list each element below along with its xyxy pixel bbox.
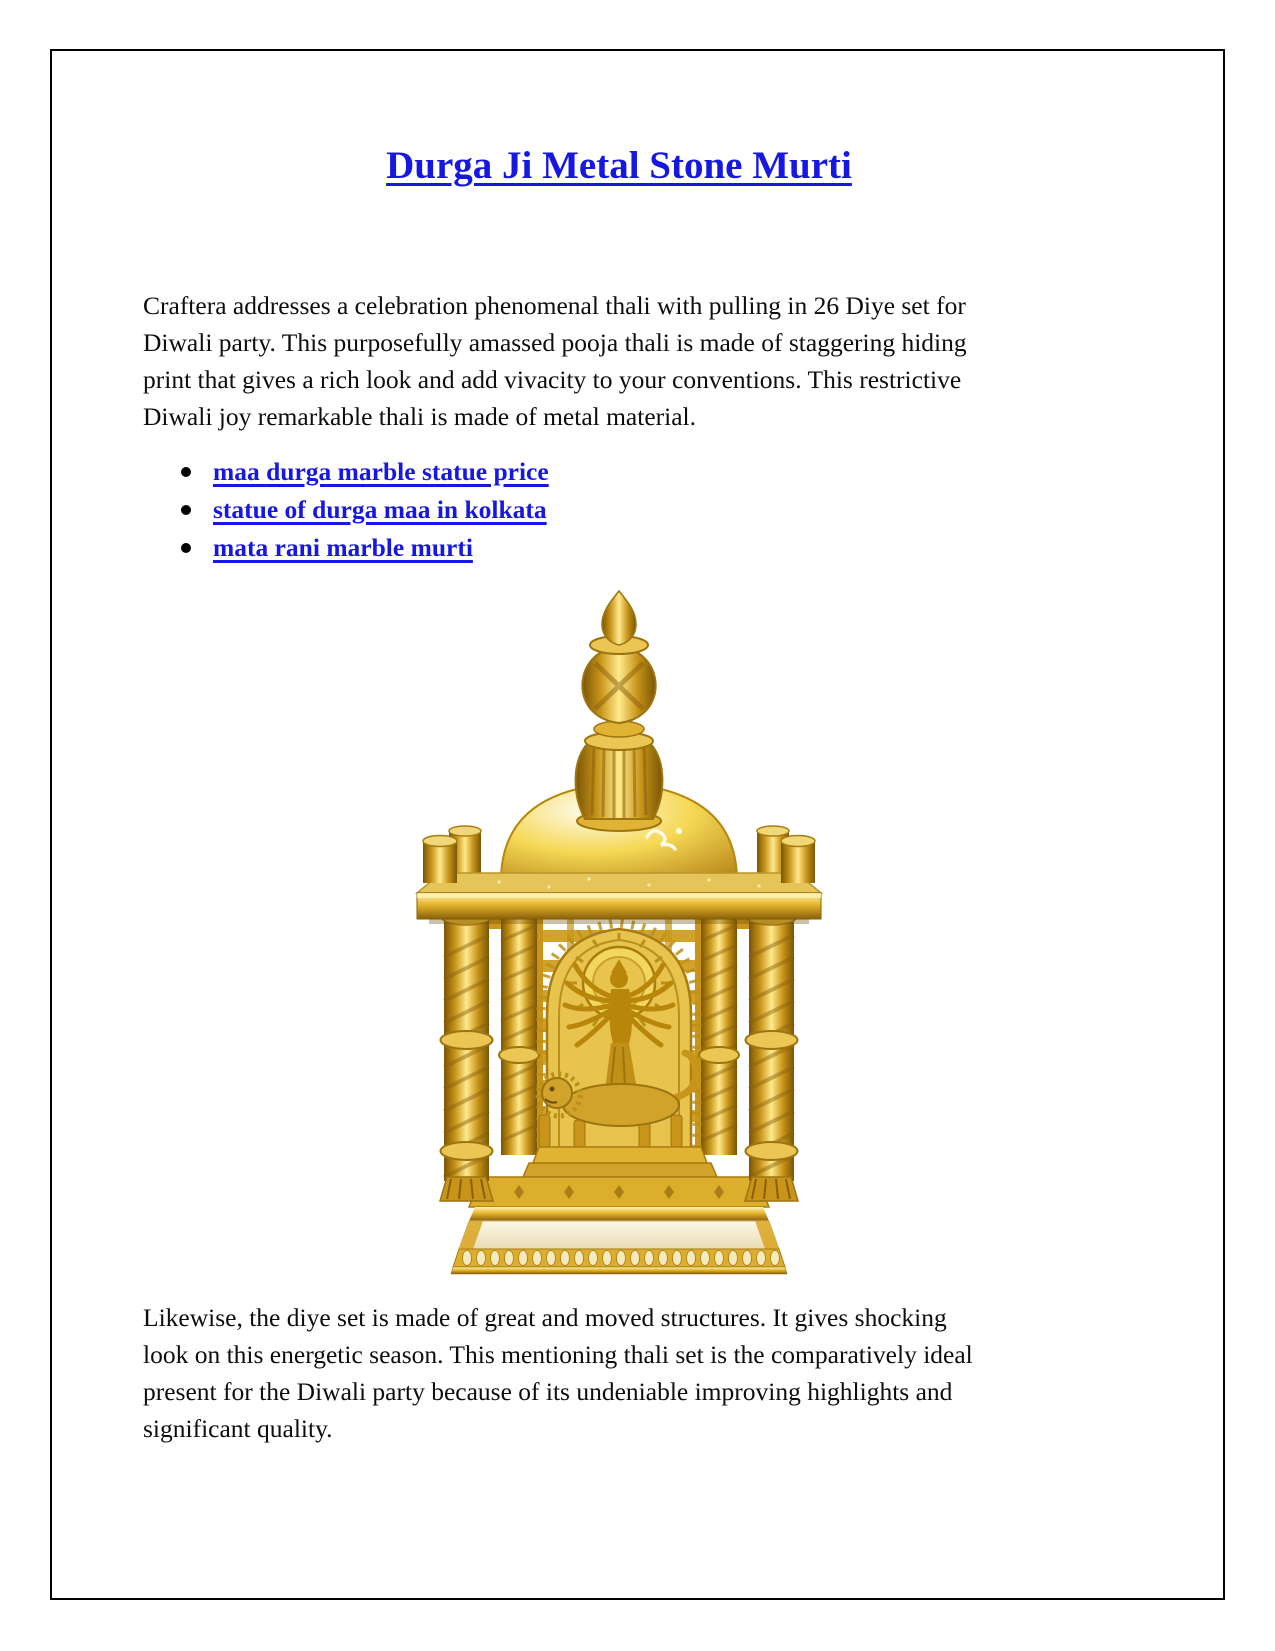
paragraph-line: Diwali party. This purposefully amassed pooja thali is made of staggering hiding [143, 328, 967, 357]
paragraph-line: significant quality. [143, 1414, 333, 1443]
floor-band [469, 1177, 769, 1207]
paragraph-line: Likewise, the diye set is made of great and moved structures. It gives shocking [143, 1303, 947, 1332]
kalash-finial [576, 591, 663, 831]
pillar-left-inner [499, 919, 539, 1155]
paragraph-line: present for the Diwali party because of its undeniable improving highlights and [143, 1377, 953, 1406]
intro-paragraph [143, 287, 1103, 435]
bullet-item [181, 491, 549, 529]
murti-photo [389, 585, 849, 1275]
bullet-icon [181, 467, 191, 477]
bead-row [463, 1251, 780, 1266]
statue-platform [523, 1147, 717, 1177]
temple-base [451, 1207, 787, 1274]
link-maa-durga-marble-statue-price[interactable]: maa durga marble statue price [213, 457, 549, 486]
paragraph-line: Diwali joy remarkable thali is made of metal material. [143, 402, 697, 431]
bullet-icon [181, 543, 191, 553]
pillar-left-outer [440, 909, 493, 1201]
link-mata-rani-marble-murti[interactable]: mata rani marble murti [213, 533, 473, 562]
paragraph-line: look on this energetic season. This mentioning thali set is the comparatively ideal [143, 1340, 973, 1369]
murti-figure [389, 585, 849, 1275]
pillar-right-inner [699, 919, 739, 1155]
pillar-right-outer [745, 909, 798, 1201]
outro-paragraph [143, 1299, 1103, 1447]
bullet-icon [181, 505, 191, 515]
corner-post-front-right [781, 836, 815, 884]
corner-post-front-left [423, 836, 457, 884]
link-statue-of-durga-maa-in-kolkata[interactable]: statue of durga maa in kolkata [213, 495, 547, 524]
page-title [143, 143, 1095, 188]
bullet-item [181, 453, 549, 491]
title-link[interactable]: Durga Ji Metal Stone Murti [386, 144, 852, 187]
paragraph-line: Craftera addresses a celebration phenomenal thali with pulling in 26 Diye set for [143, 291, 966, 320]
paragraph-line: print that gives a rich look and add vivacity to your conventions. This restrictive [143, 365, 962, 394]
bullet-list [181, 453, 549, 567]
bullet-item [181, 529, 549, 567]
